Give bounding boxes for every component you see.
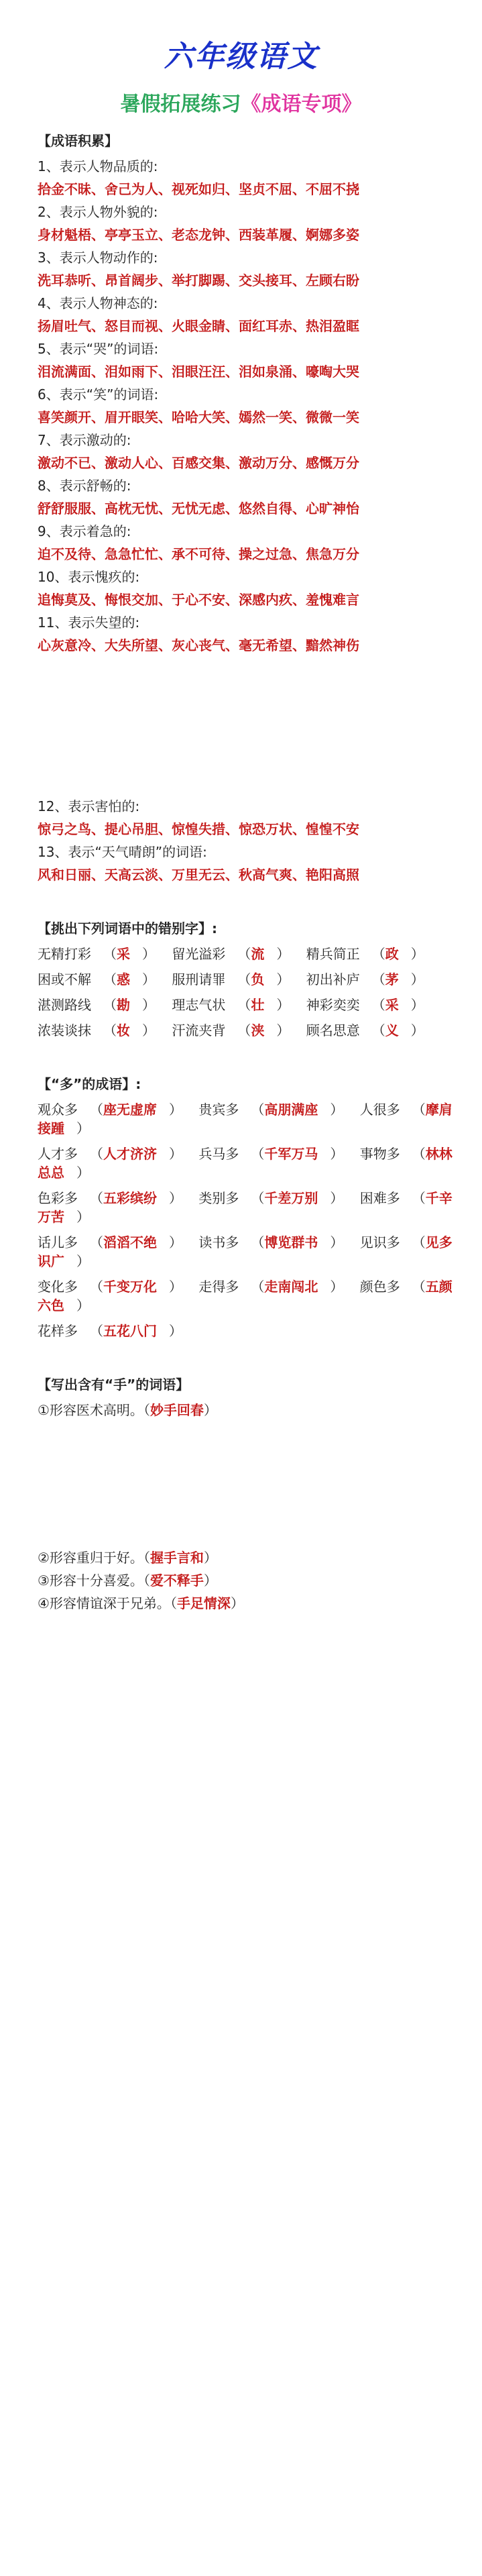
duo-item: 困难多 （千辛万苦 ） bbox=[38, 1190, 453, 1225]
section-hand bbox=[38, 1375, 455, 1613]
item-answer: 洗耳恭听、昂首阔步、举打脚踢、交头接耳、左顾右盼 bbox=[38, 272, 359, 288]
typo-word: 浓装谈抹 （妆 ） bbox=[38, 1022, 156, 1038]
hand-header: 【写出含有“手”的词语】 bbox=[38, 1377, 190, 1393]
typo-row bbox=[38, 970, 455, 989]
item-answer: 风和日丽、天高云淡、万里无云、秋高气爽、艳阳高照 bbox=[38, 867, 359, 883]
item-answer: 泪流满面、泪如雨下、泪眼汪汪、泪如泉涌、嚎啕大哭 bbox=[38, 364, 359, 380]
item-answer: 舒舒服服、高枕无忧、无忧无虑、悠然自得、心旷神怡 bbox=[38, 500, 359, 517]
duo-item: 读书多 （博览群书 ） bbox=[198, 1234, 344, 1250]
duo-row bbox=[38, 1277, 455, 1315]
item-answer: 拾金不昧、舍己为人、视死如归、坚贞不屈、不屈不挠 bbox=[38, 181, 359, 197]
item-label: 7、表示激动的: bbox=[38, 432, 131, 448]
brand-logo: 六年级语文 bbox=[164, 40, 318, 74]
item-answer: 惊弓之鸟、提心吊胆、惊惶失措、惊恐万状、惶惶不安 bbox=[38, 821, 359, 837]
blank-space bbox=[38, 1621, 455, 2090]
duo-row bbox=[38, 1144, 455, 1182]
item-label: 8、表示舒畅的: bbox=[38, 478, 131, 494]
item-label: 13、表示“天气晴朗”的词语: bbox=[38, 844, 207, 860]
page-title bbox=[0, 87, 482, 117]
section-typos bbox=[38, 919, 455, 1040]
duo-header: 【“多”的成语】: bbox=[38, 1076, 141, 1092]
item-label: 4、表示人物神态的: bbox=[38, 295, 158, 311]
duo-row bbox=[38, 1189, 455, 1226]
typo-word: 初出补庐 （茅 ） bbox=[306, 971, 424, 987]
item-label: 10、表示愧疚的: bbox=[38, 569, 140, 585]
typo-row bbox=[38, 1021, 455, 1040]
typo-row bbox=[38, 996, 455, 1014]
duo-item: 贵宾多 （高朋满座 ） bbox=[198, 1102, 344, 1118]
duo-item: 变化多 （千变万化 ） bbox=[38, 1279, 182, 1295]
blank-space bbox=[38, 659, 455, 793]
duo-item: 走得多 （走南闯北 ） bbox=[198, 1279, 344, 1295]
title-suffix: 《成语专项》 bbox=[241, 93, 362, 116]
gap bbox=[38, 892, 455, 919]
item-answer: 喜笑颜开、眉开眼笑、哈哈大笑、嫣然一笑、微微一笑 bbox=[38, 409, 359, 425]
duo-item: 事物多 （林林总总 ） bbox=[38, 1146, 453, 1181]
duo-item: 花样多 （五花八门 ） bbox=[38, 1323, 182, 1339]
item-label: 6、表示“笑”的词语: bbox=[38, 386, 159, 402]
duo-item: 颜色多 （五颜六色 ） bbox=[38, 1279, 453, 1313]
blank-space bbox=[38, 1424, 455, 1544]
duo-item: 话儿多 （滔滔不绝 ） bbox=[38, 1234, 182, 1250]
item-label: 5、表示“哭”的词语: bbox=[38, 341, 159, 357]
accumulation-header: 【成语积累】 bbox=[38, 133, 118, 149]
duo-row bbox=[38, 1233, 455, 1271]
typo-word: 服刑请罪 （负 ） bbox=[172, 971, 290, 987]
typo-word: 困或不解 （惑 ） bbox=[38, 971, 156, 987]
duo-item: 色彩多 （五彩缤纷 ） bbox=[38, 1190, 182, 1206]
typo-word: 理志气状 （壮 ） bbox=[172, 997, 290, 1013]
hand-item: ①形容医术高明。（妙手回春） bbox=[38, 1402, 217, 1418]
title-prefix: 暑假拓展练习 bbox=[120, 93, 241, 116]
item-label: 3、表示人物动作的: bbox=[38, 250, 158, 266]
hand-item: ④形容情谊深于兄弟。（手足情深） bbox=[38, 1595, 244, 1611]
item-label: 12、表示害怕的: bbox=[38, 798, 140, 814]
section-duo bbox=[38, 1075, 455, 1340]
duo-item: 类别多 （千差万别 ） bbox=[198, 1190, 344, 1206]
duo-item: 观众多 （座无虚席 ） bbox=[38, 1102, 182, 1118]
typo-word: 精兵简正 （政 ） bbox=[306, 946, 424, 962]
duo-item: 见识多 （见多识广 ） bbox=[38, 1234, 453, 1269]
typo-word: 神彩奕奕 （采 ） bbox=[306, 997, 424, 1013]
typo-word: 留光溢彩 （流 ） bbox=[172, 946, 290, 962]
typo-row bbox=[38, 945, 455, 963]
hand-item: ③形容十分喜爱。（爱不释手） bbox=[38, 1572, 217, 1589]
duo-item: 人才多 （人才济济 ） bbox=[38, 1146, 182, 1162]
item-label: 11、表示失望的: bbox=[38, 614, 140, 631]
duo-row bbox=[38, 1322, 455, 1340]
item-label: 9、表示着急的: bbox=[38, 523, 131, 539]
item-answer: 身材魁梧、亭亭玉立、老态龙钟、西装革履、婀娜多姿 bbox=[38, 227, 359, 243]
typo-word: 无精打彩 （采 ） bbox=[38, 946, 156, 962]
item-answer: 扬眉吐气、怒目而视、火眼金睛、面红耳赤、热泪盈眶 bbox=[38, 318, 359, 334]
item-label: 2、表示人物外貌的: bbox=[38, 204, 158, 220]
gap bbox=[38, 1348, 455, 1375]
duo-item: 兵马多 （千军万马 ） bbox=[198, 1146, 344, 1162]
item-answer: 激动不已、激动人心、百感交集、激动万分、感慨万分 bbox=[38, 455, 359, 471]
item-answer: 心灰意冷、大失所望、灰心丧气、毫无希望、黯然神伤 bbox=[38, 637, 359, 653]
content bbox=[38, 131, 455, 2090]
item-answer: 迫不及待、急急忙忙、承不可待、操之过急、焦急万分 bbox=[38, 546, 359, 562]
item-label: 1、表示人物品质的: bbox=[38, 158, 158, 174]
typo-word: 湛测路线 （勘 ） bbox=[38, 997, 156, 1013]
typos-header: 【挑出下列词语中的错别字】: bbox=[38, 920, 217, 936]
duo-row bbox=[38, 1100, 455, 1138]
duo-item: 人很多 （摩肩接踵 ） bbox=[38, 1102, 453, 1136]
typo-word: 顾名思意 （义 ） bbox=[306, 1022, 424, 1038]
typo-word: 汗流夹背 （浃 ） bbox=[172, 1022, 290, 1038]
section-accumulation bbox=[38, 131, 455, 884]
item-answer: 追悔莫及、悔恨交加、于心不安、深感内疚、羞愧难言 bbox=[38, 592, 359, 608]
hand-item: ②形容重归于好。（握手言和） bbox=[38, 1550, 217, 1566]
gap bbox=[38, 1048, 455, 1075]
